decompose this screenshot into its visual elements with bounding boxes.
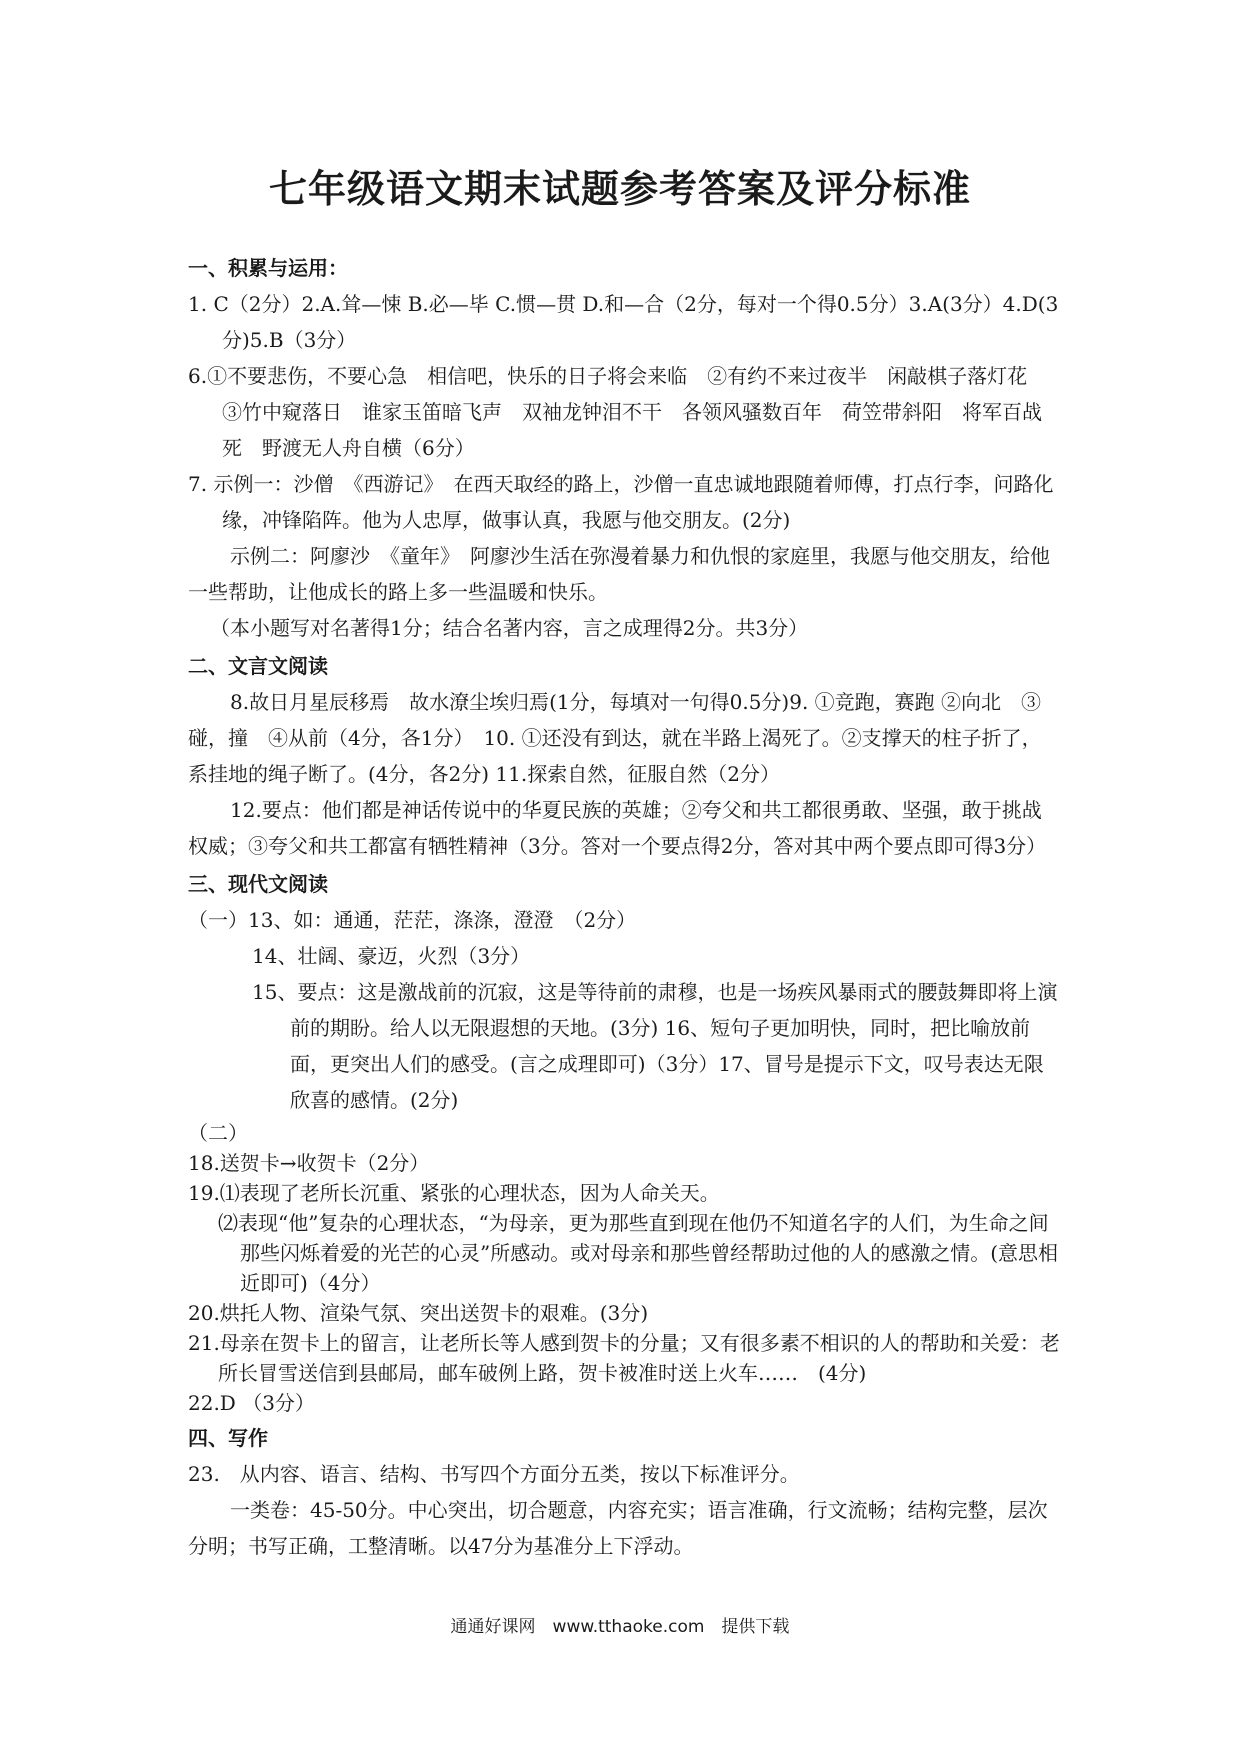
answer-q12: 12.要点：他们都是神话传说中的华夏民族的英雄；②夸父和共工都很勇敢、坚强，敢于挑战权威；③夸父和共工都富有牺牲精神（3分。答对一个要点得2分，答对其中两个要点即可得3分） [188,798,1047,858]
section-heading-writing: 四、写作 [188,1426,268,1450]
answer-q1-5: 1. C（2分）2.A.耸—悚 B.必—毕 C.惯—贯 D.和—合（2分，每对一个得0.5分）3.A(3分）4.D(3分)5.B（3分） [188,292,1059,352]
answer-q18: 18.送贺卡→收贺卡（2分） [188,1151,430,1175]
answer-q13: （一）13、如：通通，茫茫，涤涤，澄澄 （2分） [188,908,637,932]
section-heading-modern: 三、现代文阅读 [188,872,328,896]
answer-content [188,250,1060,1564]
answer-q23-category1: 一类卷：45-50分。中心突出，切合题意，内容充实；语言准确，行文流畅；结构完整，层次分明；书写正确，工整清晰。以47分为基准分上下浮动。 [188,1498,1048,1558]
answer-q20: 20.烘托人物、渲染气氛、突出送贺卡的艰难。(3分) [188,1301,649,1325]
answer-q19-part1: 19.⑴表现了老所长沉重、紧张的心理状态，因为人命关天。 [188,1181,720,1205]
part-two-label: （二） [188,1121,248,1145]
download-footer: 通通好课网 www.tthaoke.com 提供下载 [450,1617,790,1637]
answer-q8-11: 8.故日月星辰移焉 故水潦尘埃归焉(1分，每填对一句得0.5分)9. ①竞跑，赛跑 ②向北 ③碰，撞 ④从前（4分，各1分） 10. ①还没有到达，就在半路上渴死了。②支撑天的柱子折了，系挂地的绳子断了。(4分，各2分) 11.探索自然，征服自然（2分） [188,690,1042,786]
answer-q7-example1: 7. 示例一：沙僧 《西游记》 在西天取经的路上，沙僧一直忠诚地跟随着师傅，打点行李，问路化缘，冲锋陷阵。他为人忠厚，做事认真，我愿与他交朋友。(2分) [188,472,1054,532]
answer-q22: 22.D （3分） [188,1391,315,1415]
answer-q7-example2: 示例二：阿廖沙 《童年》 阿廖沙生活在弥漫着暴力和仇恨的家庭里，我愿与他交朋友，给他一些帮助，让他成长的路上多一些温暖和快乐。 [188,544,1050,604]
answer-q6: 6.①不要悲伤，不要心急 相信吧，快乐的日子将会来临 ②有约不来过夜半 闲敲棋子落灯花 ③竹中窥落日 谁家玉笛暗飞声 双袖龙钟泪不干 各领风骚数百年 荷笠带斜阳 将军百战死 野渡无人舟自横（6分） [188,364,1048,460]
section-heading-classical: 二、文言文阅读 [188,654,328,678]
answer-q19-part2: ⑵表现“他”复杂的心理状态，“为母亲，更为那些直到现在他仍不知道名字的人们，为生命之间那些闪烁着爱的光芒的心灵”所感动。或对母亲和那些曾经帮助过他的人的感激之情。(意思相近即可)（4分） [218,1211,1059,1295]
answer-q15-17: 15、要点：这是激战前的沉寂，这是等待前的肃穆，也是一场疾风暴雨式的腰鼓舞即将上演前的期盼。给人以无限遐想的天地。(3分) 16、短句子更加明快，同时，把比喻放前面，更突出人们的感受。(言之成理即可)（3分）17、冒号是提示下文，叹号表达无限欣喜的感情。(2分) [252,980,1058,1112]
answer-q7-scoring-note: （本小题写对名著得1分；结合名著内容，言之成理得2分。共3分） [210,616,809,640]
answer-q23-intro: 23. 从内容、语言、结构、书写四个方面分五类，按以下标准评分。 [188,1462,800,1486]
answer-q14: 14、壮阔、豪迈，火烈（3分） [252,944,531,968]
answer-q21: 21.母亲在贺卡上的留言，让老所长等人感到贺卡的分量；又有很多素不相识的人的帮助和关爱：老所长冒雪送信到县邮局，邮车破例上路，贺卡被准时送上火车…… (4分) [188,1331,1060,1385]
section-heading-accumulation: 一、积累与运用： [188,256,348,280]
page-title: 七年级语文期末试题参考答案及评分标准 [268,167,971,211]
